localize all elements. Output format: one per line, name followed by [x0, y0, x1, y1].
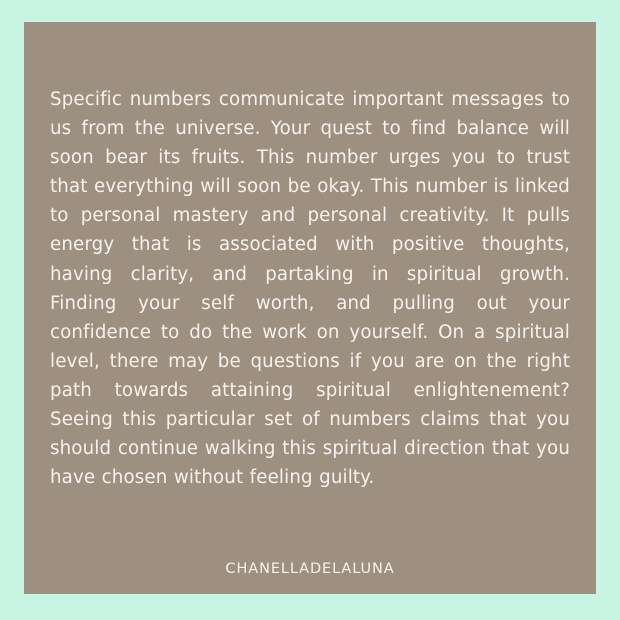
author-signature: CHANELLADELALUNA [225, 561, 395, 577]
quote-text: Specific numbers communicate important messages to us from the universe. Your quest to find balance will soon bear its fruits. This number urges you to trust that everything will soon be okay. This number is linked to personal mastery and personal creativity. It pulls energy that is associated with positive thoughts, having clarity, and partaking in spiritual growth. Finding your self worth, and pulling out your confidence to do the work on yourself. On a spiritual level, there may be questions if you are on the right path towards attaining spiritual enlightenement? Seeing this particular set of numbers claims that you should continue walking this spiritual direction that you have chosen without feeling guilty. [50, 89, 570, 489]
quote-card [24, 22, 596, 594]
